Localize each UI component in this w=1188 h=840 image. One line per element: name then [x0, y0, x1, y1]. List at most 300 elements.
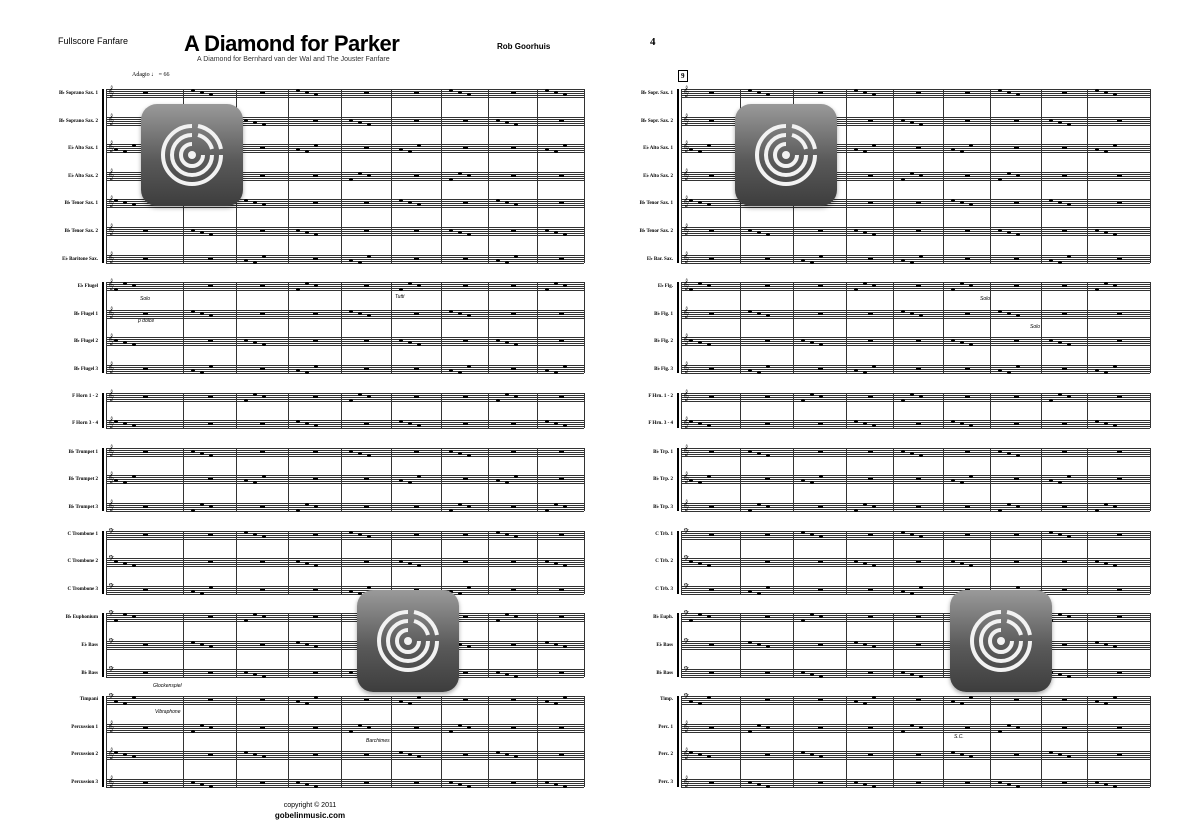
whole-rest: [1014, 120, 1019, 122]
score-page-right: [594, 0, 1188, 840]
note-head: [496, 399, 500, 402]
whole-rest: [868, 175, 873, 177]
note-head: [854, 781, 858, 784]
whole-rest: [313, 672, 318, 674]
barline: [681, 448, 682, 511]
whole-rest: [709, 534, 714, 536]
barline: [681, 531, 682, 594]
instrument-label: E♭ Alto Sax. 1: [643, 146, 673, 152]
clef-icon: 𝄞: [683, 224, 689, 235]
staff: [681, 610, 1150, 622]
note-head: [1113, 785, 1117, 788]
whole-rest: [143, 534, 148, 536]
note-head: [305, 783, 309, 786]
solo-marking: Solo: [1030, 324, 1041, 330]
note-head: [819, 675, 823, 678]
instrument-label: C Trombone 1: [67, 531, 98, 537]
barline: [537, 282, 538, 373]
whole-rest: [709, 727, 714, 729]
note-head: [200, 452, 204, 455]
instrument-label: B♭ Euph.: [653, 615, 673, 621]
whole-rest: [1062, 727, 1067, 729]
clef-icon: 𝄢: [108, 582, 115, 594]
instrument-label: B♭ Trumpet 2: [68, 477, 98, 483]
note-head: [449, 450, 453, 453]
whole-rest: [364, 230, 369, 232]
note-head: [748, 450, 752, 453]
barline: [537, 696, 538, 787]
whole-rest: [1117, 120, 1122, 122]
barline: [943, 282, 944, 373]
whole-rest: [364, 699, 369, 701]
whole-rest: [1117, 478, 1122, 480]
whole-rest: [143, 644, 148, 646]
whole-rest: [364, 782, 369, 784]
note-head: [514, 255, 518, 258]
staff: [106, 720, 584, 732]
composer-name: Rob Goorhuis: [497, 42, 551, 51]
barline: [441, 531, 442, 594]
whole-rest: [868, 478, 873, 480]
instrument-label: B♭ Flugel 3: [73, 367, 98, 372]
barline: [1087, 448, 1088, 511]
whole-rest: [868, 120, 873, 122]
whole-rest: [916, 754, 921, 756]
whole-rest: [414, 258, 419, 260]
note-head: [191, 781, 195, 784]
note-head: [766, 454, 770, 457]
barline: [584, 89, 585, 263]
note-head: [1058, 673, 1062, 676]
whole-rest: [559, 589, 564, 591]
note-head: [191, 229, 195, 232]
whole-rest: [511, 451, 516, 453]
barline: [488, 613, 489, 676]
barline: [793, 393, 794, 429]
barline: [584, 393, 585, 429]
note-head: [554, 371, 558, 374]
whole-rest: [1014, 423, 1019, 425]
barline: [846, 89, 847, 263]
barline: [1150, 89, 1151, 263]
barline: [488, 531, 489, 594]
whole-rest: [313, 451, 318, 453]
clef-icon: 𝄢: [683, 610, 690, 622]
note-head: [467, 785, 471, 788]
whole-rest: [1014, 202, 1019, 204]
whole-rest: [260, 699, 265, 701]
instrument-label: B♭ Trp. 3: [653, 505, 673, 510]
whole-rest: [559, 754, 564, 756]
barline: [681, 393, 682, 429]
note-head: [863, 91, 867, 94]
barline: [183, 448, 184, 511]
note-head: [901, 259, 905, 262]
clef-icon: 𝄢: [108, 665, 115, 677]
page-number: 4: [650, 36, 656, 48]
clef-icon: 𝄞: [683, 251, 689, 263]
barline: [943, 531, 944, 594]
note-head: [314, 93, 318, 96]
whole-rest: [559, 202, 564, 204]
barchimes-marking: Barchimes: [366, 738, 390, 744]
barline: [391, 696, 392, 787]
whole-rest: [313, 258, 318, 260]
barline: [681, 282, 682, 373]
barline: [441, 696, 442, 787]
note-head: [863, 231, 867, 234]
barline: [584, 531, 585, 594]
instrument-label: E♭ Alto Sax. 1: [68, 146, 98, 152]
whole-rest: [765, 561, 770, 563]
note-head: [253, 673, 257, 676]
whole-rest: [208, 672, 213, 674]
barline: [183, 282, 184, 373]
note-head: [872, 645, 876, 648]
whole-rest: [965, 534, 970, 536]
whole-rest: [965, 727, 970, 729]
note-head: [998, 450, 1002, 453]
barline: [990, 531, 991, 594]
note-head: [757, 371, 761, 374]
whole-rest: [511, 561, 516, 563]
whole-rest: [511, 423, 516, 425]
note-head: [1049, 119, 1053, 122]
whole-rest: [463, 202, 468, 204]
clef-icon: 𝄞: [108, 500, 114, 511]
note-head: [358, 261, 362, 264]
barline: [488, 696, 489, 787]
whole-rest: [765, 396, 770, 398]
note-head: [449, 89, 453, 92]
whole-rest: [559, 478, 564, 480]
note-head: [262, 535, 266, 538]
note-head: [200, 312, 204, 315]
clef-icon: 𝄢: [683, 582, 690, 594]
note-head: [349, 590, 353, 593]
clef-icon: 𝄞: [108, 334, 114, 346]
clef-icon: 𝄞: [683, 776, 689, 787]
barline: [183, 393, 184, 429]
instrument-label: F Hrn. 1 - 2: [648, 393, 673, 399]
whole-rest: [965, 451, 970, 453]
note-head: [1104, 91, 1108, 94]
barline: [793, 448, 794, 511]
whole-rest: [868, 451, 873, 453]
instrument-label: B♭ Soprano Sax. 2: [58, 118, 98, 124]
whole-rest: [511, 285, 516, 287]
note-head: [766, 93, 770, 96]
note-head: [748, 509, 752, 512]
note-head: [998, 229, 1002, 232]
staff: [681, 720, 1150, 732]
whole-rest: [208, 258, 213, 260]
whole-rest: [260, 727, 265, 729]
whole-rest: [511, 313, 516, 315]
whole-rest: [709, 175, 714, 177]
system-bracket: [102, 613, 104, 676]
instrument-label: C Trb. 3: [655, 586, 673, 592]
whole-rest: [818, 230, 823, 232]
barline: [441, 448, 442, 511]
staff: [681, 251, 1150, 263]
clef-icon: 𝄞: [683, 748, 689, 760]
note-head: [919, 454, 923, 457]
note-head: [1007, 783, 1011, 786]
whole-rest: [511, 230, 516, 232]
whole-rest: [916, 616, 921, 618]
barline: [288, 613, 289, 676]
barline: [106, 282, 107, 373]
clef-icon: 𝄞: [683, 113, 689, 125]
barline: [537, 531, 538, 594]
note-head: [810, 393, 814, 396]
note-head: [209, 233, 213, 236]
whole-rest: [709, 672, 714, 674]
instrument-label: Timpani: [79, 697, 98, 703]
whole-rest: [818, 782, 823, 784]
barline: [236, 448, 237, 511]
note-head: [449, 229, 453, 232]
note-head: [545, 509, 549, 512]
note-head: [305, 643, 309, 646]
whole-rest: [208, 534, 213, 536]
whole-rest: [916, 340, 921, 342]
page-subtitle: A Diamond for Bernhard van der Wal and The Jouster Fanfare: [197, 56, 390, 63]
whole-rest: [260, 423, 265, 425]
barline: [1150, 448, 1151, 511]
staff: [681, 500, 1150, 511]
staff: [681, 748, 1150, 760]
instrument-label: B♭ Trumpet 3: [68, 505, 98, 510]
system-bracket: [102, 696, 104, 787]
note-head: [358, 172, 362, 175]
staff: [681, 86, 1150, 97]
note-head: [458, 783, 462, 786]
note-head: [200, 724, 204, 727]
whole-rest: [765, 754, 770, 756]
note-head: [305, 231, 309, 234]
note-head: [819, 535, 823, 538]
clef-icon: 𝄞: [108, 444, 114, 456]
note-head: [191, 310, 195, 313]
whole-rest: [765, 340, 770, 342]
note-head: [253, 393, 257, 396]
staff: [681, 555, 1150, 567]
whole-rest: [1117, 258, 1122, 260]
note-head: [757, 312, 761, 315]
whole-rest: [414, 451, 419, 453]
note-head: [496, 259, 500, 262]
whole-rest: [313, 478, 318, 480]
system-bracket: [102, 282, 104, 373]
note-head: [1095, 89, 1099, 92]
barline: [990, 448, 991, 511]
vibraphone-marking: Vibraphone: [155, 709, 181, 715]
note-head: [872, 785, 876, 788]
whole-rest: [868, 258, 873, 260]
note-head: [367, 123, 371, 126]
note-head: [1067, 395, 1071, 398]
whole-rest: [313, 313, 318, 315]
whole-rest: [1117, 616, 1122, 618]
note-head: [191, 730, 195, 733]
barline: [990, 282, 991, 373]
whole-rest: [414, 506, 419, 508]
staff: [681, 224, 1150, 235]
clef-icon: 𝄞: [683, 389, 689, 401]
whole-rest: [965, 120, 970, 122]
whole-rest: [765, 258, 770, 260]
whole-rest: [364, 754, 369, 756]
whole-rest: [709, 230, 714, 232]
barline: [740, 448, 741, 511]
note-head: [854, 641, 858, 644]
barline: [341, 282, 342, 373]
note-head: [748, 89, 752, 92]
solo-marking: Solo: [140, 296, 151, 302]
note-head: [358, 393, 362, 396]
whole-rest: [208, 699, 213, 701]
note-head: [253, 261, 257, 264]
note-head: [910, 172, 914, 175]
note-head: [901, 119, 905, 122]
note-head: [1016, 454, 1020, 457]
barline: [846, 613, 847, 676]
note-head: [467, 174, 471, 177]
whole-rest: [965, 230, 970, 232]
clef-icon: 𝄞: [683, 500, 689, 511]
whole-rest: [559, 616, 564, 618]
barline: [681, 89, 682, 263]
barline: [681, 696, 682, 787]
note-head: [349, 310, 353, 313]
note-head: [554, 503, 558, 506]
whole-rest: [143, 727, 148, 729]
whole-rest: [143, 368, 148, 370]
note-head: [998, 369, 1002, 372]
note-head: [910, 261, 914, 264]
instrument-label: B♭ Tenor Sax. 1: [639, 201, 673, 207]
note-head: [467, 726, 471, 729]
note-head: [314, 645, 318, 648]
note-head: [766, 505, 770, 508]
note-head: [496, 531, 500, 534]
barline: [893, 393, 894, 429]
note-head: [1058, 533, 1062, 536]
note-head: [349, 119, 353, 122]
whole-rest: [260, 92, 265, 94]
clef-icon: 𝄞: [108, 196, 114, 208]
note-head: [1007, 231, 1011, 234]
whole-rest: [143, 92, 148, 94]
instrument-label: B♭ Tenor Sax. 2: [64, 229, 98, 234]
instrument-label: B♭ Sopr. Sax. 2: [640, 118, 673, 124]
note-head: [1016, 314, 1020, 317]
note-head: [998, 89, 1002, 92]
barline: [488, 89, 489, 263]
note-head: [1007, 503, 1011, 506]
staff: [681, 279, 1150, 291]
staff: [681, 362, 1150, 373]
barline: [391, 282, 392, 373]
clef-icon: 𝄞: [108, 417, 114, 429]
note-head: [1095, 641, 1099, 644]
note-head: [545, 369, 549, 372]
instrument-label: B♭ Flg. 1: [654, 311, 673, 317]
whole-rest: [1014, 561, 1019, 563]
note-head: [358, 533, 362, 536]
whole-rest: [1062, 451, 1067, 453]
barline: [893, 282, 894, 373]
note-head: [563, 93, 567, 96]
note-head: [449, 730, 453, 733]
barline: [1041, 89, 1042, 263]
note-head: [296, 509, 300, 512]
note-head: [505, 261, 509, 264]
note-head: [757, 91, 761, 94]
whole-rest: [1117, 727, 1122, 729]
instrument-label: B♭ Bass: [656, 670, 673, 676]
note-head: [200, 592, 204, 595]
clef-icon: 𝄢: [683, 665, 690, 677]
staff: [106, 610, 584, 622]
whole-rest: [364, 506, 369, 508]
footer-website: gobelinmusic.com: [274, 811, 346, 820]
barline: [584, 448, 585, 511]
whole-rest: [868, 340, 873, 342]
whole-rest: [313, 754, 318, 756]
note-head: [757, 231, 761, 234]
clef-icon: 𝄞: [683, 306, 689, 318]
whole-rest: [868, 202, 873, 204]
whole-rest: [916, 478, 921, 480]
note-head: [1016, 505, 1020, 508]
tutti-marking: Tutti: [395, 294, 405, 300]
barline: [183, 696, 184, 787]
whole-rest: [463, 423, 468, 425]
whole-rest: [414, 534, 419, 536]
note-head: [1067, 535, 1071, 538]
instrument-label: B♭ Sopr. Sax. 1: [640, 91, 673, 96]
note-head: [863, 783, 867, 786]
whole-rest: [208, 340, 213, 342]
whole-rest: [1062, 699, 1067, 701]
barline: [943, 393, 944, 429]
whole-rest: [916, 423, 921, 425]
note-head: [367, 586, 371, 589]
staff: [106, 748, 584, 760]
note-head: [872, 365, 876, 368]
whole-rest: [709, 258, 714, 260]
whole-rest: [818, 451, 823, 453]
staff: [681, 776, 1150, 787]
note-head: [244, 259, 248, 262]
note-head: [367, 314, 371, 317]
glockenspiel-marking: Glockenspiel: [153, 683, 182, 689]
barline: [793, 531, 794, 594]
staff: [106, 279, 584, 291]
barline: [740, 696, 741, 787]
instrument-label: C Trombone 2: [67, 559, 98, 565]
instrument-label: E♭ Flugel: [77, 284, 98, 290]
note-head: [801, 399, 805, 402]
note-head: [901, 590, 905, 593]
whole-rest: [1062, 644, 1067, 646]
whole-rest: [965, 396, 970, 398]
barline: [681, 613, 682, 676]
barline: [488, 393, 489, 429]
